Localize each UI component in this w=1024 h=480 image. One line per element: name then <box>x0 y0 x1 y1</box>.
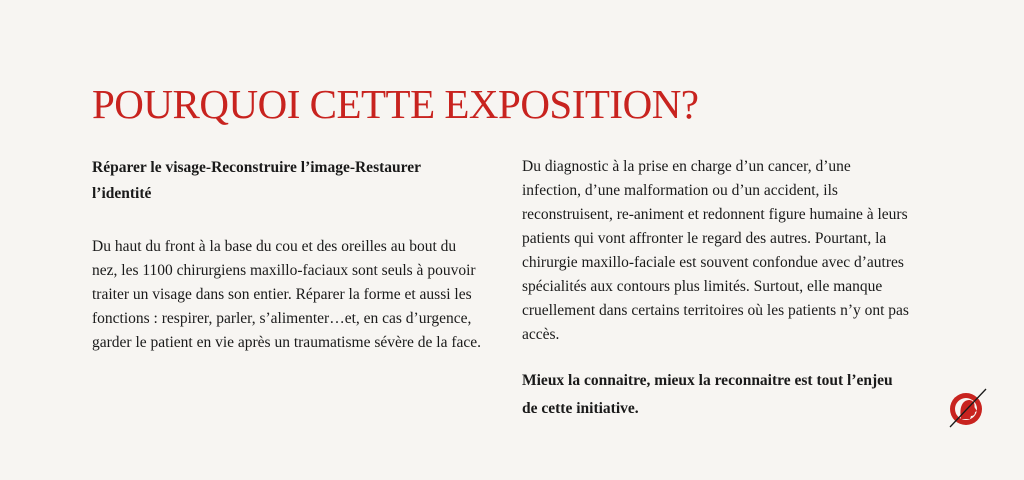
left-paragraph: Du haut du front à la base du cou et des oreilles au bout du nez, les 1100 chirurgiens maxillo-faciaux sont seuls à pouvoir traiter un visage dans son entier. Réparer la forme et aussi les fonctions : respirer, parler, s’alimenter…et, en cas d’urgence, garder le patient en vie après un traumatisme sévère de la face. <box>92 238 482 351</box>
left-column <box>92 155 482 355</box>
section-subtitle: Réparer le visage-Reconstruire l’image-Restaurer l’identité <box>92 159 421 202</box>
page-title: POURQUOI CETTE EXPOSITION? <box>92 81 699 127</box>
right-column <box>522 155 912 423</box>
closing-statement: Mieux la connaitre, mieux la reconnaitre est tout l’enjeu de cette initiative. <box>522 372 893 417</box>
face-profile-logo-icon <box>944 385 990 431</box>
right-paragraph: Du diagnostic à la prise en charge d’un cancer, d’une infection, d’une malformation ou d’un accident, ils reconstruisent, re-animent et redonnent figure humaine à leurs patients qui vont affronter le regard des autres. Pourtant, la chirurgie maxillo-faciale est souvent confondue avec d’autres spécialités aux contours plus limités. Surtout, elle manque cruellement dans certains territoires où les patients n’y ont pas accès. <box>522 158 909 343</box>
